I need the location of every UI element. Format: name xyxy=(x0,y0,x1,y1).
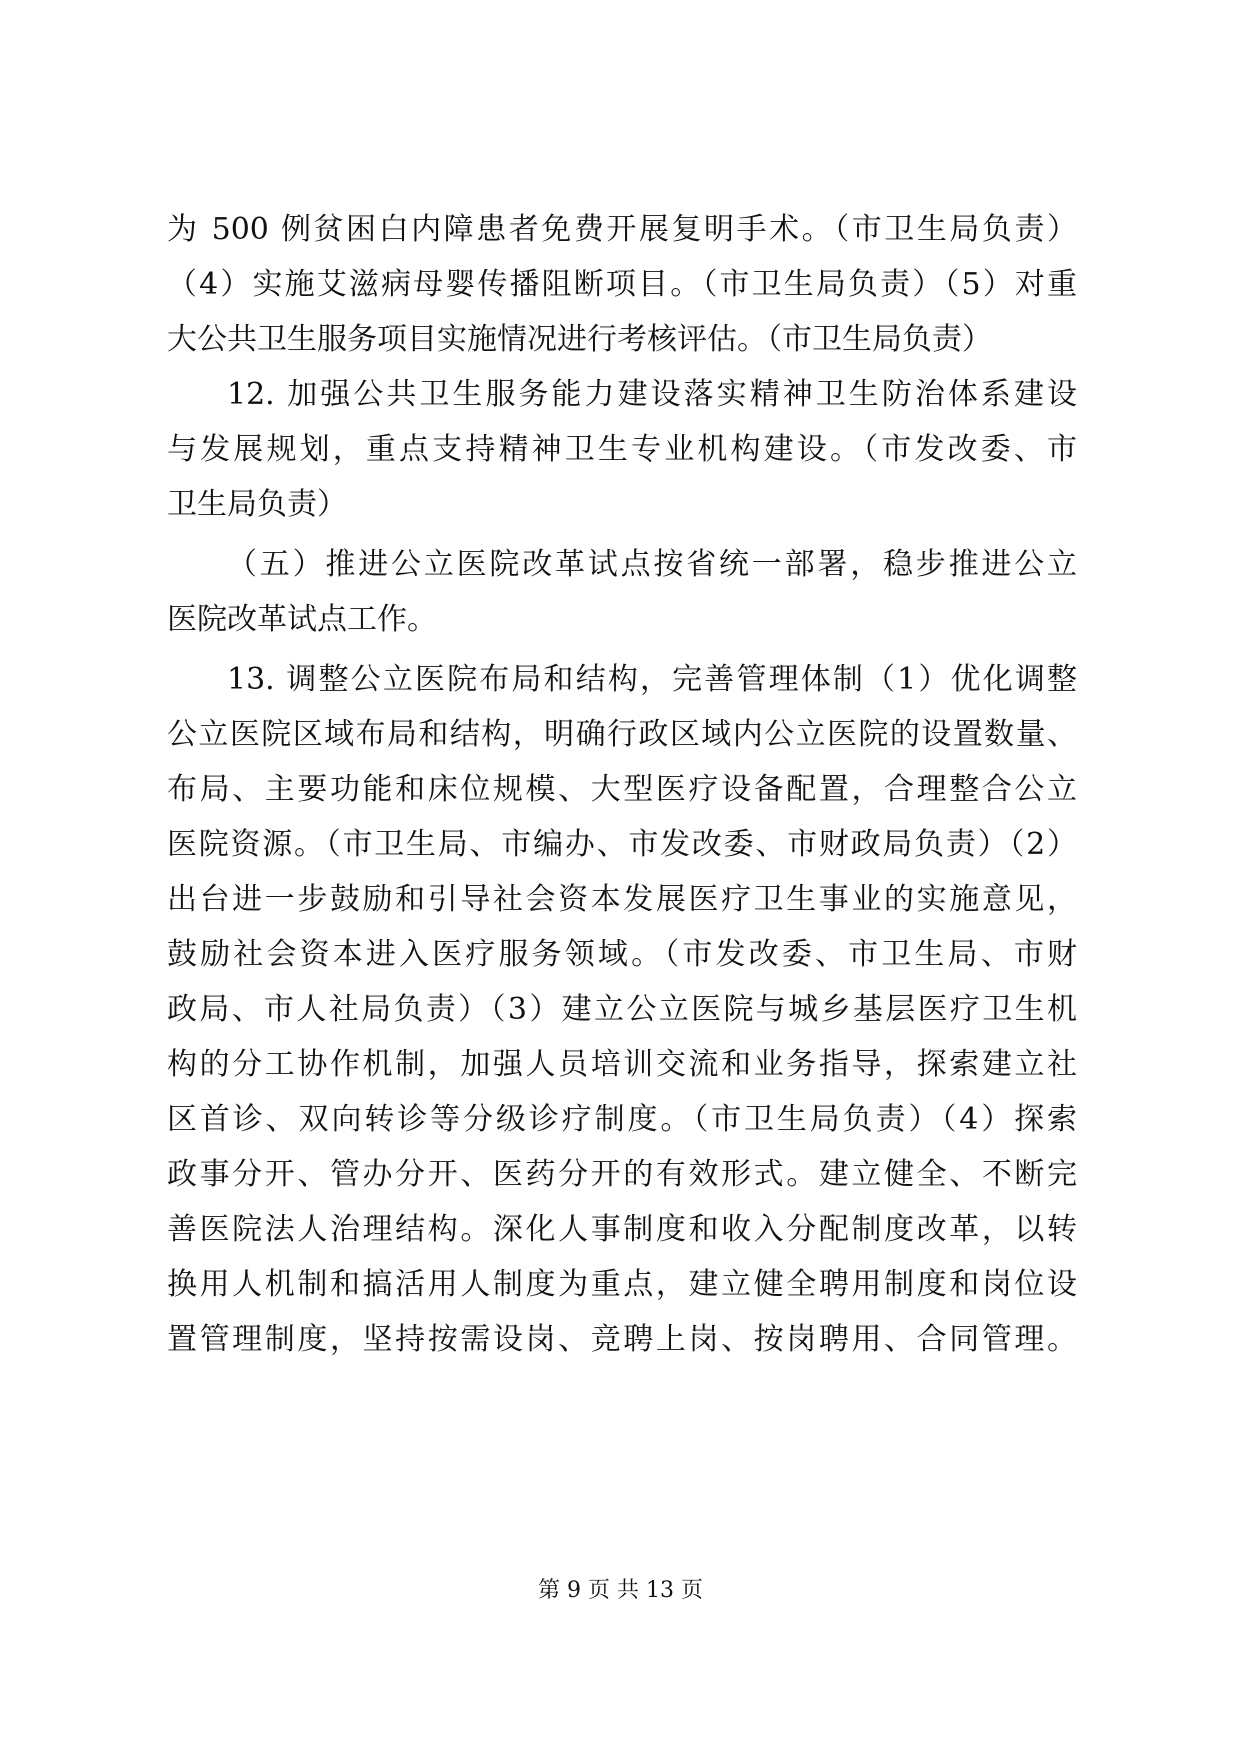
text-line-12: 医院资源。（市卫生局、市编办、市发改委、市财政局负责）（2） xyxy=(167,827,1077,862)
text-line-21: 置管理制度，坚持按需设岗、竞聘上岗、按岗聘用、合同管理。 xyxy=(167,1322,1077,1357)
text-line-16: 构的分工协作机制，加强人员培训交流和业务指导，探索建立社 xyxy=(167,1047,1077,1082)
text-line-4: 12. 加强公共卫生服务能力建设落实精神卫生防治体系建设 xyxy=(227,377,1077,412)
text-line-2: （4）实施艾滋病母婴传播阻断项目。（市卫生局负责）（5）对重 xyxy=(167,267,1077,302)
text-line-18: 政事分开、管办分开、医药分开的有效形式。建立健全、不断完 xyxy=(167,1157,1077,1192)
text-line-3: 大公共卫生服务项目实施情况进行考核评估。（市卫生局负责） xyxy=(167,322,992,357)
text-line-11: 布局、主要功能和床位规模、大型医疗设备配置，合理整合公立 xyxy=(167,772,1077,807)
page-number-footer: 第 9 页 共 13 页 xyxy=(538,1578,703,1603)
text-line-13: 出台进一步鼓励和引导社会资本发展医疗卫生事业的实施意见， xyxy=(167,882,1077,917)
text-line-15: 政局、市人社局负责）（3）建立公立医院与城乡基层医疗卫生机 xyxy=(167,992,1077,1027)
text-line-1: 为 500 例贫困白内障患者免费开展复明手术。（市卫生局负责） xyxy=(167,212,1077,247)
text-line-5: 与发展规划，重点支持精神卫生专业机构建设。（市发改委、市 xyxy=(167,432,1077,467)
text-line-19: 善医院法人治理结构。深化人事制度和收入分配制度改革，以转 xyxy=(167,1212,1077,1247)
text-line-14: 鼓励社会资本进入医疗服务领域。（市发改委、市卫生局、市财 xyxy=(167,937,1077,972)
text-line-20: 换用人机制和搞活用人制度为重点，建立健全聘用制度和岗位设 xyxy=(167,1267,1077,1302)
text-line-10: 公立医院区域布局和结构，明确行政区域内公立医院的设置数量、 xyxy=(167,717,1077,752)
text-line-9: 13. 调整公立医院布局和结构，完善管理体制（1）优化调整 xyxy=(227,662,1077,697)
text-line-7: （五）推进公立医院改革试点按省统一部署，稳步推进公立 xyxy=(227,547,1077,582)
text-line-17: 区首诊、双向转诊等分级诊疗制度。（市卫生局负责）（4）探索 xyxy=(167,1102,1077,1137)
text-line-6: 卫生局负责） xyxy=(167,487,347,522)
text-line-8: 医院改革试点工作。 xyxy=(167,602,437,637)
